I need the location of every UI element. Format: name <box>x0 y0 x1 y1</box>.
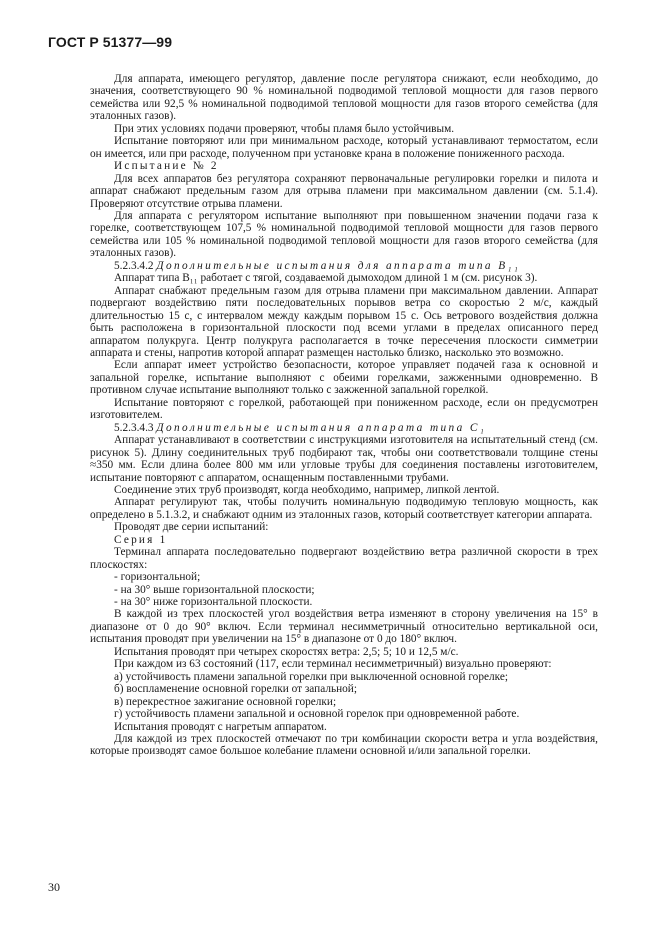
paragraph-text: При этих условиях подачи проверяют, чтобы пламя было устойчивым. <box>114 122 455 135</box>
paragraph <box>90 646 598 658</box>
paragraph <box>90 683 598 695</box>
paragraph-text: Для каждой из трех плоскостей отмечают по три комбинации скорости ветра и угла воздействия, которые производят самое большое колебание пламени основной и/или запальной горелки. <box>90 733 598 758</box>
paragraph-text: в) перекрестное зажигание основной горелки; <box>114 695 337 708</box>
paragraph <box>90 272 598 284</box>
paragraph-text: Испытание повторяют или при минимальном расходе, который устанавливают термостатом, если он имеется, или при расходе, полученном при установке крана в положение пониженного расхода. <box>90 135 598 160</box>
paragraph <box>90 534 598 546</box>
paragraph-text: а) устойчивость пламени запальной горелки при выключенной основной горелке; <box>114 670 508 683</box>
paragraph <box>90 608 598 645</box>
paragraph-text: Испытания проводят при четырех скоростях ветра: 2,5; 5; 10 и 12,5 м/с. <box>114 645 459 658</box>
paragraph-text: Серия 1 <box>114 533 168 546</box>
paragraph <box>90 422 598 434</box>
paragraph-text: При каждом из 63 состояний (117, если терминал несимметричный) визуально проверяют: <box>114 658 552 671</box>
paragraph <box>90 123 598 135</box>
paragraph-text: б) воспламенение основной горелки от запальной; <box>114 683 357 696</box>
paragraph <box>90 596 598 608</box>
paragraph <box>90 285 598 360</box>
paragraph <box>90 496 598 521</box>
paragraph <box>90 359 598 396</box>
paragraph <box>90 721 598 733</box>
paragraph <box>90 484 598 496</box>
paragraph-text: Для аппарата, имеющего регулятор, давление после регулятора снижают, если необходимо, до значения, соответствующего 90 % номинальной подводимой тепловой мощности для газов первого семейства или 92,5 % номинальной подводимой тепловой мощности для газов второго семейства (для эталонных газов). <box>90 73 598 123</box>
paragraph <box>90 173 598 210</box>
document-body <box>90 73 598 758</box>
paragraph <box>90 584 598 596</box>
paragraph <box>90 733 598 758</box>
paragraph <box>90 546 598 571</box>
paragraph-text: Испытание № 2 <box>114 160 219 173</box>
paragraph <box>90 434 598 484</box>
section-heading-italic: Дополнительные испытания для аппарата типа B₁₁ <box>156 259 521 272</box>
paragraph <box>90 658 598 670</box>
paragraph-text: 5.2.3.4.2 <box>114 259 157 272</box>
paragraph <box>90 696 598 708</box>
paragraph-text: - горизонтальной; <box>114 571 201 584</box>
paragraph <box>90 521 598 533</box>
paragraph <box>90 160 598 172</box>
paragraph <box>90 260 598 272</box>
paragraph-text: - на 30° ниже горизонтальной плоскости. <box>114 596 313 609</box>
paragraph <box>90 135 598 160</box>
paragraph-text: Если аппарат имеет устройство безопасности, которое управляет подачей газа к основной и запальной горелке, испытание выполняют с обеими горелками, зажженными одновременно. В противном случае испытание выполняют только с зажженной запальной горелкой. <box>90 359 598 397</box>
page-number: 30 <box>48 880 60 894</box>
paragraph-text: Соединение этих труб производят, когда необходимо, например, липкой лентой. <box>114 483 500 496</box>
paragraph <box>90 671 598 683</box>
paragraph-text: Для аппарата с регулятором испытание выполняют при повышенном значении подачи газа к горелке, соответствующем 107,5 % номинальной подводимой тепловой мощности для газов первого семейства или 105 % номинальной подводимой тепловой мощности для газов второго семейства (для эталонных газов). <box>90 209 598 260</box>
paragraph-text: Испытание повторяют с горелкой, работающей при пониженном расходе, если он предусмотрен изготовителем. <box>90 396 598 422</box>
paragraph <box>90 73 598 123</box>
paragraph-text: 5.2.3.4.3 <box>114 421 157 434</box>
paragraph <box>90 210 598 260</box>
document-header: ГОСТ Р 51377—99 <box>48 34 173 50</box>
paragraph-text: Аппарат снабжают предельным газом для отрыва пламени при максимальном давлении. Аппарат подвергают воздействию пяти последовательных порывов ветра со скоростью 2 м/с, каждый длительностью 15 с, с интервалом между каждым порывом 15 с. Ось ветрового воздействия должна быть расположена в горизонтальной плоскости под всеми углами в пределах описанного перед аппаратом полукруга. Центр полукруга располагается в точке пересечения плоскости симметрии аппарата и стены, напротив которой аппарат размещен настолько близко, насколько это возможно. <box>90 284 598 359</box>
paragraph-text: Для всех аппаратов без регулятора сохраняют первоначальные регулировки горелки и пилота и аппарат снабжают предельным газом для отрыва пламени при максимальном давлении (см. 5.1.4). Проверяют отсутствие отрыва пламени. <box>90 172 598 210</box>
paragraph-text: В каждой из трех плоскостей угол воздействия ветра изменяют в сторону увеличения на 15° в диапазоне от 0 до 90° включ. Если терминал несимметричный относительно вертикальной оси, испытания проводят при увеличении на 15° в диапазоне от 0 до 180° включ. <box>90 608 598 646</box>
paragraph <box>90 708 598 720</box>
paragraph-text: г) устойчивость пламени запальной и основной горелок при одновременной работе. <box>114 708 520 721</box>
paragraph-text: Проводят две серии испытаний: <box>114 521 269 534</box>
paragraph-text: Аппарат регулируют так, чтобы получить номинальную подводимую тепловую мощность, как определено в 5.1.3.2, и снабжают одним из эталонных газов, который соответствует категории аппарата. <box>90 496 598 521</box>
paragraph-text: - на 30° выше горизонтальной плоскости; <box>114 583 315 596</box>
paragraph-text: Терминал аппарата последовательно подвергают воздействию ветра различной скорости в трех плоскостях: <box>90 546 598 571</box>
paragraph-text: Испытания проводят с нагретым аппаратом. <box>114 720 327 733</box>
paragraph <box>90 397 598 422</box>
paragraph <box>90 571 598 583</box>
section-heading-italic: Дополнительные испытания аппарата типа C₁ <box>156 421 487 434</box>
paragraph-text: Аппарат устанавливают в соответствии с инструкциями изготовителя на испытательный стенд (см. рисунок 5). Длину соединительных труб подбирают так, чтобы они соответствовали толщине стены ≈350 мм. Если длина более 800 мм или угловые трубы для соединения поставлены изготовителем, испытание повторяют с аппаратом, оснащенным поставленными трубами. <box>90 434 598 484</box>
paragraph-text: Аппарат типа B₁₁ работает с тягой, создаваемой дымоходом длиной 1 м (см. рисунок 3). <box>114 272 538 285</box>
